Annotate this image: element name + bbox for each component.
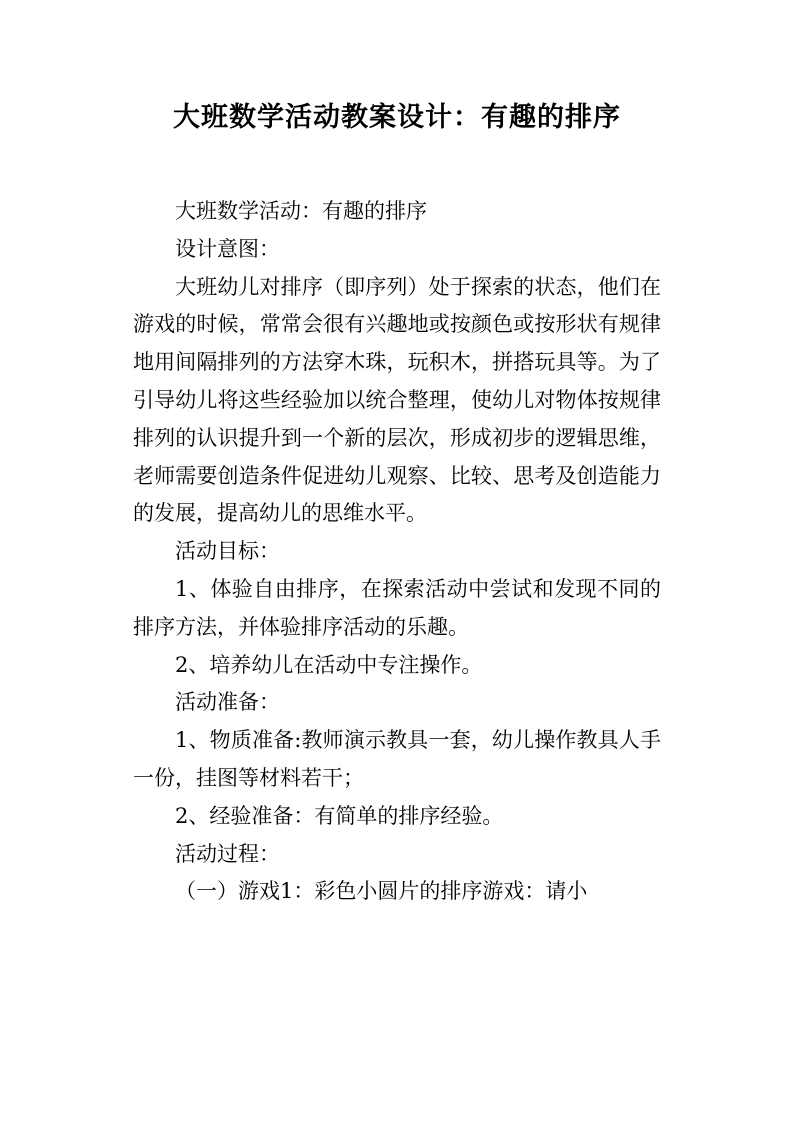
- document-title: 大班数学活动教案设计：有趣的排序: [173, 102, 621, 133]
- paragraph-preparation-2: 2、经验准备：有简单的排序经验。: [175, 803, 504, 828]
- paragraph-goal-2: 2、培养幼儿在活动中专注操作。: [175, 652, 483, 677]
- heading-activity-preparation: 活动准备：: [175, 690, 280, 715]
- heading-design-intent: 设计意图：: [175, 236, 280, 261]
- paragraph-preparation-1: 1、物质准备:教师演示教具一套，幼儿操作教具人手一份，挂图等材料若干；: [133, 728, 661, 790]
- paragraph-activity-name: 大班数学活动：有趣的排序: [175, 199, 427, 223]
- paragraph-design-intent: 大班幼儿对排序（即序列）处于探索的状态，他们在游戏的时候，常常会很有兴趣地或按颜色或按形状有规律地用间隔排列的方法穿木珠，玩积木，拼搭玩具等。为了引导幼儿将这些经验加以统合整理，使幼儿对物体按规律排列的认识提升到一个新的层次，形成初步的逻辑思维，老师需要创造条件促进幼儿观察、比较、思考及创造能力的发展，提高幼儿的思维水平。: [133, 274, 661, 526]
- heading-activity-goals: 活动目标：: [175, 539, 280, 564]
- heading-activity-process: 活动过程：: [175, 841, 280, 866]
- document-body: [133, 193, 661, 911]
- paragraph-goal-1: 1、体验自由排序，在探索活动中尝试和发现不同的排序方法，并体验排序活动的乐趣。: [133, 576, 661, 639]
- paragraph-process-1: （一）游戏1：彩色小圆片的排序游戏：请小: [175, 879, 588, 904]
